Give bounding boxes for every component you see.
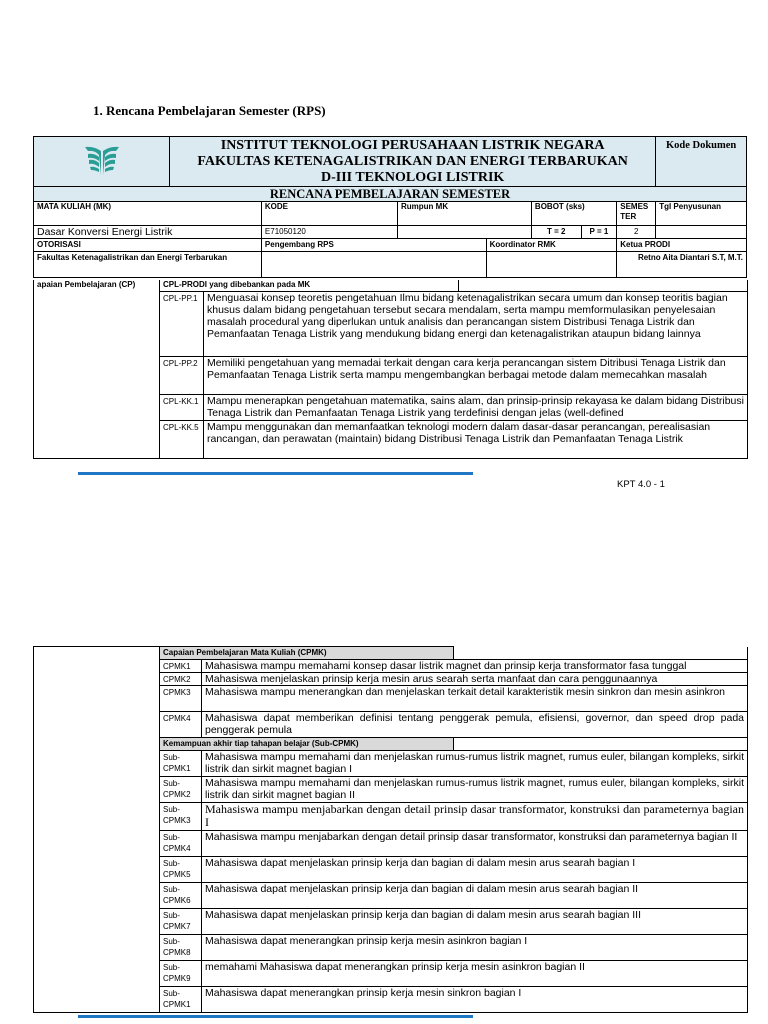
book-logo-icon [82,139,122,179]
rps-title: RENCANA PEMBELAJARAN SEMESTER [34,187,747,202]
subcpmk-code: Sub-CPMK3 [160,803,202,831]
section-heading: 1. Rencana Pembelajaran Semester (RPS) [93,103,326,118]
cpl-table [33,280,748,459]
cpmk-description: Mahasiswa dapat memberikan definisi tentang penggerak pemula, efisiensi, governor, dan speed drop pada penggerak pemula [202,712,748,738]
cpl-code: CPL-PP.1 [160,291,204,356]
bobot-t-value: T = 2 [531,226,581,239]
subcpmk-code: Sub-CPMK6 [160,883,202,909]
faculty-name: FAKULTAS KETENAGALISTRIKAN DAN ENERGI TERBARUKAN [197,153,628,169]
subcpmk-code: Sub-CPMK7 [160,909,202,935]
subcpmk-code: Sub-CPMK2 [160,777,202,803]
mata-kuliah-label: MATA KULIAH (MK) [34,202,262,226]
ketua-label: Ketua PRODI [617,239,747,252]
ketua-name: Retno Aita Diantari S.T, M.T. [617,252,747,278]
fakultas-value: Fakultas Ketenagalistrikan dan Energi Terbarukan [34,252,262,278]
rps-header-table [33,136,747,278]
semester-value: 2 [617,226,656,239]
otorisasi-label: OTORISASI [34,239,262,252]
kode-label: KODE [261,202,397,226]
cpmk-description: Mahasiswa menjelaskan prinsip kerja mesin arus searah serta manfaat dan cara penggunaannya [202,673,748,686]
subcpmk-description: Mahasiswa dapat menerangkan prinsip kerja mesin sinkron bagian I [202,987,748,1013]
rumpun-label: Rumpun MK [398,202,532,226]
pengembang-label: Pengembang RPS [261,239,486,252]
cpl-description: Mampu menggunakan dan memanfaatkan teknologi modern dalam dasar-dasar perancangan, perealisasian rancangan, dan perawatan (maintain) bidang Distribusi Tenaga Listrik dan Pemanfaatan Tenaga Listrik [204,420,748,458]
tgl-label: Tgl Penyusunan [656,202,747,226]
subcpmk-code: Sub-CPMK8 [160,935,202,961]
subcpmk-code: Sub-CPMK4 [160,831,202,857]
koordinator-label: Koordinator RMK [486,239,617,252]
subcpmk-code: Sub-CPMK5 [160,857,202,883]
cpmk-table [33,646,748,1013]
cpmk-code: CPMK3 [160,686,202,712]
cpmk-description: Mahasiswa mampu memahami konsep dasar listrik magnet dan prinsip kerja transformator fasa tunggal [202,660,748,673]
subcpmk-description: Mahasiswa mampu menjabarkan dengan detail prinsip dasar transformator, konstruksi dan parameternya bagian II [202,831,748,857]
subcpmk-heading: Kemampuan akhir tiap tahapan belajar (Sub-CPMK) [160,738,454,751]
subcpmk-description: Mahasiswa dapat menerangkan prinsip kerja mesin asinkron bagian I [202,935,748,961]
subcpmk-description: Mahasiswa dapat menjelaskan prinsip kerja dan bagian di dalam mesin arus searah bagian II [202,883,748,909]
footer-code: KPT 4.0 - 1 [617,479,665,490]
institute-name: INSTITUT TEKNOLOGI PERUSAHAAN LISTRIK NEGARA [220,137,605,153]
subcpmk-description: Mahasiswa mampu menjabarkan dengan detail prinsip dasar transformator, konstruksi dan parameternya bagian I [202,803,748,831]
subcpmk-description: Mahasiswa dapat menjelaskan prinsip kerja dan bagian di dalam mesin arus searah bagian III [202,909,748,935]
cpl-code: CPL-KK.5 [160,420,204,458]
page-divider-1 [78,472,473,475]
cpl-prodi-heading: CPL-PRODI yang dibebankan pada MK [160,280,459,291]
kode-value: E71050120 [261,226,397,239]
subcpmk-description: memahami Mahasiswa dapat menerangkan prinsip kerja mesin asinkron bagian II [202,961,748,987]
bobot-p-value: P = 1 [581,226,617,239]
subcpmk-description: Mahasiswa mampu memahami dan menjelaskan rumus-rumus listrik magnet, rumus euler, bilangan kompleks, sirkit listrik dan sirkit magnet bagian I [202,751,748,777]
cpmk-heading: Capaian Pembelajaran Mata Kuliah (CPMK) [160,647,454,660]
semester-label: SEMES TER [617,202,656,226]
cpl-description: Mampu menerapkan pengetahuan matematika, sains alam, dan prinsip-prinsip rekayasa ke dalam bidang Distribusi Tenaga Listrik dan Pemanfaatan Tenaga Listrik yang terdefinisi dengan jelas (well-defined [204,394,748,420]
subcpmk-description: Mahasiswa mampu memahami dan menjelaskan rumus-rumus listrik magnet, rumus euler, bilangan kompleks, sirkit listrik dan sirkit magnet bagian II [202,777,748,803]
cpl-description: Menguasai konsep teoretis pengetahuan Ilmu bidang ketenagalistrikan secara umum dan konsep teoritis bagian khusus dalam bidang pengetahuan tersebut secara mendalam, serta mampu memformulasikan penyelesaian masalah procedural yang diperlukan untuk analisis dan perancangan sistem Distribusi Tenaga Listrik dan Pemanfaatan Tenaga Listrik yang mendukung bidang energi dan ketenagalistrikan ataupun bidang lainnya [204,291,748,356]
cpl-code: CPL-PP.2 [160,356,204,394]
cpmk-code: CPMK4 [160,712,202,738]
cp-label: apaian Pembelajaran (CP) [34,280,160,458]
cpmk-description: Mahasiswa mampu menerangkan dan menjelaskan terkait detail karakteristik mesin sinkron dan mesin asinkron [202,686,748,712]
subcpmk-description: Mahasiswa dapat menjelaskan prinsip kerja dan bagian di dalam mesin arus searah bagian I [202,857,748,883]
subcpmk-code: Sub-CPMK9 [160,961,202,987]
mata-kuliah-value: Dasar Konversi Energi Listrik [34,226,262,239]
kode-dokumen-label: Kode Dokumen [656,137,747,187]
cpmk-code: CPMK1 [160,660,202,673]
logo-cell [34,137,170,187]
bobot-label: BOBOT (sks) [531,202,616,226]
cpl-code: CPL-KK.1 [160,394,204,420]
subcpmk-code: Sub-CPMK1 [160,987,202,1013]
cpl-description: Memiliki pengetahuan yang memadai terkait dengan cara kerja perancangan sistem Ditribusi Tenaga Listrik dan Pemanfaatan Tenaga Listrik serta mampu mengembangkan berbagai metode dalam memecahkan masalah [204,356,748,394]
page-divider-2 [78,1015,473,1018]
program-name: D-III TEKNOLOGI LISTRIK [320,169,505,185]
subcpmk-code: Sub-CPMK1 [160,751,202,777]
cpmk-code: CPMK2 [160,673,202,686]
